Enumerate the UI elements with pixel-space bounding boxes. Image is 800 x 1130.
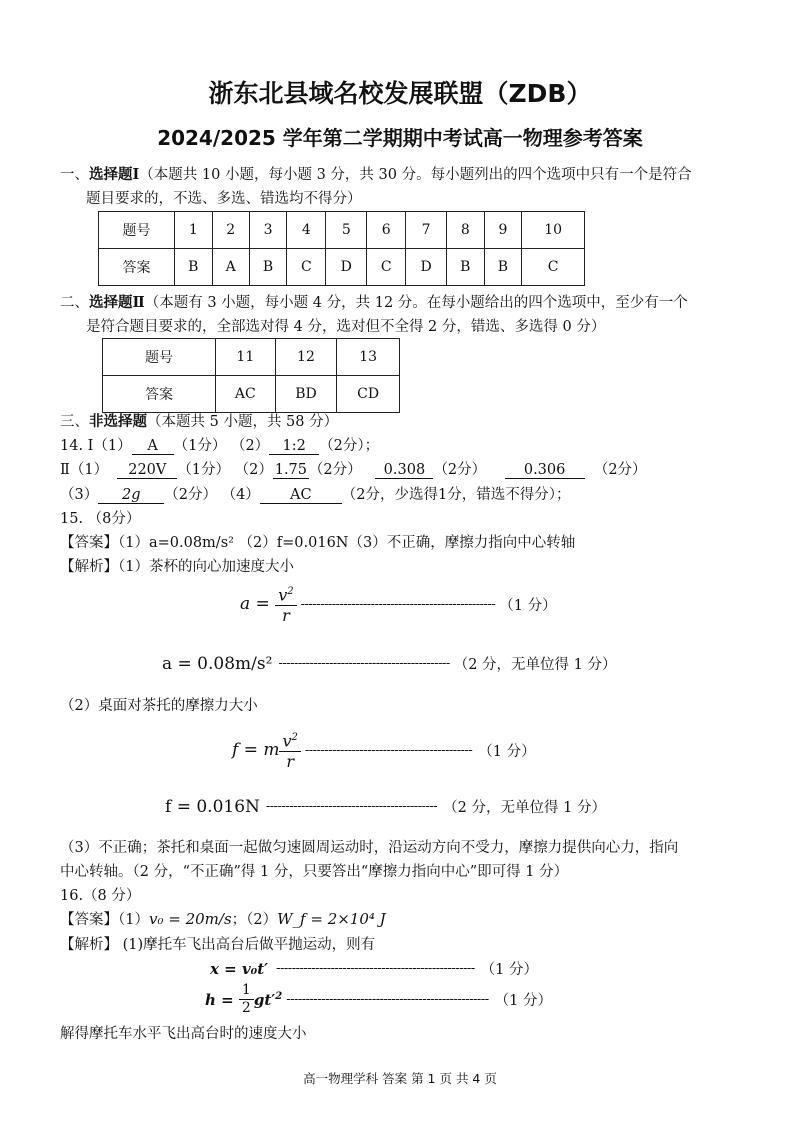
question-number: 3 <box>249 212 287 249</box>
fraction: $\frac{1}{2}$ <box>239 982 254 1017</box>
question-number: 6 <box>367 212 406 249</box>
section1-answer-table <box>98 211 585 286</box>
page-title: 浙东北县域名校发展联盟（ZDB） <box>208 79 592 108</box>
page-footer: 高一物理学科 答案 第 1 页 共 4 页 <box>303 1071 497 1086</box>
answer-cell: D <box>406 249 447 286</box>
question-number: 2 <box>212 212 249 249</box>
page-subtitle: 2024/2025 学年第二学期期中考试高一物理参考答案 <box>157 126 643 150</box>
q16-equation-2 <box>205 982 552 1017</box>
row-label: 答案 <box>103 376 216 413</box>
q15-part3-line2: 中心转轴。（2 分，“不正确”得 1 分，只要答出“摩擦力指向中心”即可得 1 分） <box>60 864 569 880</box>
q15-eq4-score: （2 分，无单位得 1 分） <box>443 800 606 816</box>
q14-line3-points: （2分） （4） <box>164 487 260 503</box>
section3-header <box>60 410 338 431</box>
dotted-leader: --------------------------------------------------- <box>276 961 475 976</box>
dotted-leader: ---------------------------------------------------- <box>286 992 489 1007</box>
question-number: 1 <box>175 212 213 249</box>
q16-answer-sep: ；（2） <box>231 912 278 928</box>
q15-equation-2 <box>162 653 617 674</box>
table-row-answers <box>103 376 400 413</box>
eq1-text: x = v₀t′ <box>210 959 269 978</box>
table-row-answers <box>99 249 585 286</box>
dotted-leader: ------------------------------------------- <box>304 742 473 758</box>
section2-desc-line2: 是符合题目要求的，全部选对得 4 分，选对但不全得 2 分，错选、多选得 0 分） <box>86 319 606 335</box>
q15-equation-3 <box>232 728 536 772</box>
section2-number: 二、 <box>60 295 89 311</box>
section3-desc: （本题共 5 小题，共 58 分） <box>147 414 339 430</box>
q14-line2-points3: （2分） <box>433 462 487 478</box>
section1-header <box>60 163 692 184</box>
answer-cell: C <box>367 249 406 286</box>
question-number: 7 <box>406 212 447 249</box>
q14-line2-points: （1分） （2） <box>177 462 273 478</box>
q15-answer: 【答案】（1）a=0.08m/s² （2）f=0.016N（3）不正确，摩擦力指向中心转轴 <box>60 535 576 551</box>
q16-answer-2: W_f = 2×10⁴ J <box>277 910 386 928</box>
q14-line2-points2: （2分） <box>308 462 362 478</box>
q14-line3 <box>60 483 571 504</box>
section2-header <box>60 291 688 312</box>
answer-cell: C <box>287 249 326 286</box>
eq4-text: f = 0.016N <box>165 796 260 817</box>
q14-line2 <box>60 458 647 479</box>
q16-equation-1 <box>210 958 538 979</box>
answer-cell: C <box>522 249 585 286</box>
table-row-numbers <box>99 212 585 249</box>
q16-answer-label: 【答案】（1） <box>60 912 149 928</box>
section2-answer-table <box>102 338 400 413</box>
q15-equation-1 <box>240 582 557 626</box>
eq-lhs: a = <box>240 594 276 615</box>
row-label: 答案 <box>99 249 175 286</box>
q14-answer-2: 1:2 <box>269 438 319 455</box>
q14-line3-points2: （2分，少选得1分，错选不得分）； <box>341 487 571 503</box>
q15-head: 15. （8分） <box>60 511 141 527</box>
section1-name: 选择题Ⅰ <box>89 166 140 183</box>
q15-part2-label: （2）桌面对茶托的摩擦力大小 <box>60 698 258 714</box>
eq-lhs: h = <box>205 990 239 1009</box>
answer-cell: AC <box>216 376 276 413</box>
answer-cell: B <box>484 249 522 286</box>
question-number: 10 <box>522 212 585 249</box>
q16-eq2-score: （1 分） <box>494 993 552 1009</box>
question-number: 8 <box>446 212 484 249</box>
answer-cell: D <box>326 249 367 286</box>
q14-line1-points2: （2分）； <box>319 438 380 454</box>
dotted-leader: -------------------------------------------- <box>265 799 438 814</box>
table-row-numbers <box>103 339 400 376</box>
q14-line2-points4: （2分） <box>593 462 647 478</box>
eq2-text: a = 0.08m/s² <box>162 653 273 674</box>
q16-eq1-score: （1 分） <box>480 962 538 978</box>
section1-desc: （本题共 10 小题，每小题 3 分，共 30 分。每小题列出的四个选项中只有一个是符合 <box>139 167 692 183</box>
q14-line1 <box>60 434 379 455</box>
eq-rhs: $gt'^2$ <box>253 990 283 1009</box>
section3-number: 三、 <box>60 414 89 430</box>
answer-cell: B <box>446 249 484 286</box>
question-number: 12 <box>275 339 337 376</box>
question-number: 9 <box>484 212 522 249</box>
q14-answer-8: AC <box>260 487 342 504</box>
q14-answer-1: A <box>132 438 174 455</box>
answer-cell: B <box>175 249 213 286</box>
q14-answer-6: 0.306 <box>505 462 585 479</box>
q14-answer-7: 2g <box>98 487 164 504</box>
fraction: $\frac{v^2}{r}$ <box>275 582 296 626</box>
section2-name: 选择题Ⅱ <box>89 294 145 311</box>
answer-cell: CD <box>337 376 400 413</box>
q14-answer-5: 0.308 <box>375 462 433 479</box>
q16-answer-1: v₀ = 20m/s <box>148 910 232 928</box>
q15-analysis-label: 【解析】（1）茶杯的向心加速度大小 <box>60 559 294 575</box>
answer-cell: BD <box>275 376 337 413</box>
q15-eq2-score: （2 分，无单位得 1 分） <box>453 657 617 673</box>
q14-line2-prefix: Ⅱ（1） <box>60 462 109 478</box>
q14-line1-points: （1分） （2） <box>173 438 270 454</box>
eq-lhs: f = m <box>232 740 280 761</box>
answer-cell: B <box>249 249 287 286</box>
q16-analysis: 【解析】 (1)摩托车飞出高台后做平抛运动，则有 <box>60 937 376 953</box>
answer-cell: A <box>212 249 249 286</box>
section3-name: 非选择题 <box>89 413 147 430</box>
section1-desc-line2: 题目要求的，不选、多选、错选均不得分） <box>86 191 362 207</box>
question-number: 5 <box>326 212 367 249</box>
row-label: 题号 <box>99 212 175 249</box>
q16-head: 16.（8 分） <box>60 888 141 904</box>
row-label: 题号 <box>103 339 216 376</box>
q15-eq3-score: （1 分） <box>478 743 536 760</box>
section1-number: 一、 <box>60 167 89 183</box>
q16-conclusion: 解得摩托车水平飞出高台时的速度大小 <box>60 1026 307 1042</box>
dotted-leader: -------------------------------------------- <box>278 656 450 671</box>
q14-line1-prefix: 14. Ⅰ（1） <box>60 438 132 454</box>
fraction: $\frac{v^2}{r}$ <box>279 728 300 772</box>
q15-eq1-score: （1 分） <box>499 597 557 614</box>
q15-part3-line1: （3）不正确；茶托和桌面一起做匀速圆周运动时，沿运动方向不受力，摩擦力提供向心力，指向 <box>60 840 679 856</box>
question-number: 11 <box>216 339 276 376</box>
q14-answer-4: 1.75 <box>274 462 308 478</box>
dotted-leader: -------------------------------------------------- <box>300 596 496 612</box>
q15-equation-4 <box>165 796 606 817</box>
q14-line3-prefix: （3） <box>60 487 99 503</box>
question-number: 4 <box>287 212 326 249</box>
q16-answer <box>60 908 386 929</box>
q14-answer-3: 220V <box>117 462 177 479</box>
section2-desc: （本题有 3 小题，每小题 4 分，共 12 分。在每小题给出的四个选项中，至少有一个 <box>144 295 688 311</box>
question-number: 13 <box>337 339 400 376</box>
